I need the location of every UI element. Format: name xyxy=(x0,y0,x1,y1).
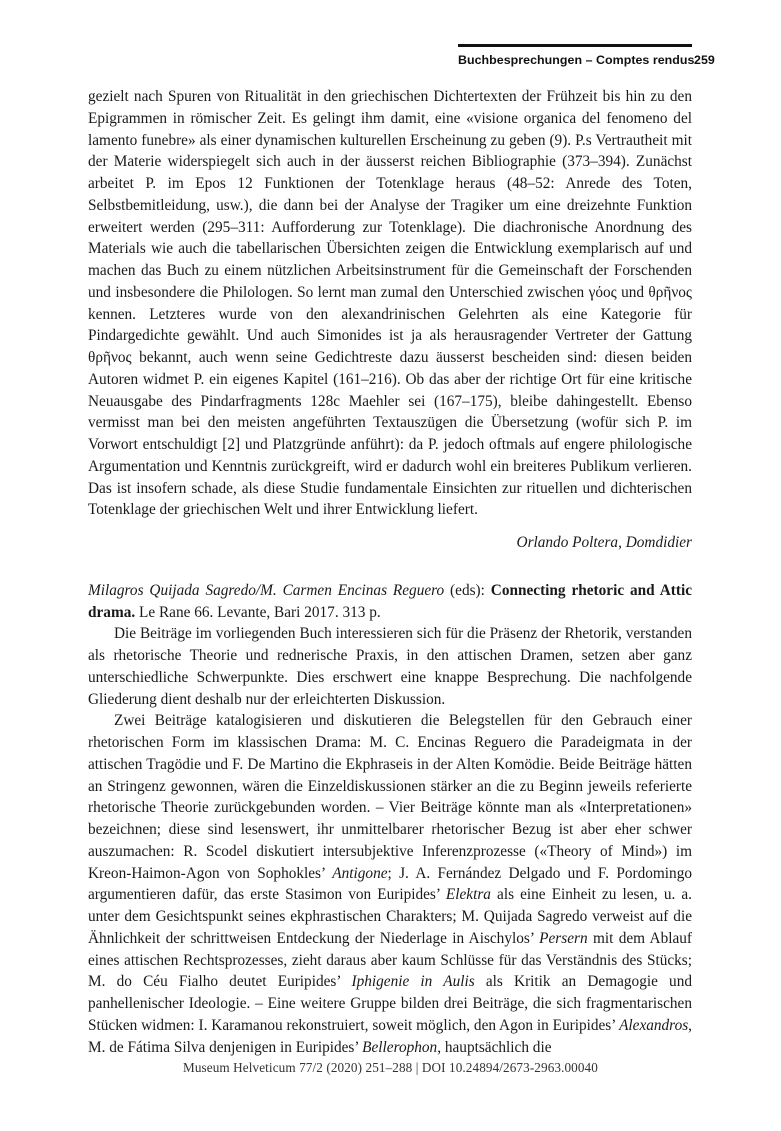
work-title: Bellerophon xyxy=(362,1038,438,1056)
review-editors-note: (eds): xyxy=(444,581,491,599)
work-title: Elektra xyxy=(445,886,491,904)
review-title: Connecting rhetoric and Attic drama. xyxy=(88,581,692,621)
review-block-quijada xyxy=(88,580,692,1059)
review-authors: Milagros Quijada Sagredo/M. Carmen Encinas Reguero xyxy=(88,581,445,599)
page-number: 259 xyxy=(694,53,715,67)
page-footer: Museum Helveticum 77/2 (2020) 251–288 | DOI 10.24894/2673-2963.00040 xyxy=(183,1060,598,1075)
paragraph: Die Beiträge im vorliegenden Buch interessieren sich für die Präsenz der Rhetorik, verstanden als rhetorische Theorie und rednerische Praxis, in den attischen Dramen, setzen aber ganz unterschiedliche Schwerpunkte. Dies erschwert eine knappe Besprechung. Die nachfolgende Gliederung dient deshalb nur der erleichterten Diskussion. xyxy=(88,625,692,708)
paragraph: gezielt nach Spuren von Ritualität in den griechischen Dichtertexten der Frühzeit bis hin zu den Epigrammen in römischer Zeit. Es gelingt ihm damit, eine «visione organica del fenomeno del lamento funebre» als einer dynamischen kulturellen Erscheinung zu geben (9). P.s Vertrautheit mit der Materie widerspiegelt sich auch in der äusserst reichen Bibliographie (373–394). Zunächst arbeitet P. im Epos 12 Funktionen der Totenklage heraus (48–52: Anrede des Toten, Selbstbemitleidung, usw.), die dann bei der Analyse der Tragiker um eine dreizehnte Funktion erweitert werden (295–311: Aufforderung zur Totenklage). Die diachronische Anordnung des Materials wie auch die tabellarischen Übersichten zeigen die Entwicklung exemplarisch auf und machen das Buch zu einem nützlichen Arbeitsinstrument für die Gemeinschaft der Forschenden und insbesondere die Philologen. So lernt man zumal den Unterschied zwischen γόος und θρῆνος kennen. Letzteres wurde von den alexandrinischen Gelehrten als eine Kategorie für Pindargedichte gewählt. Und auch Simonides ist ja als herausragender Vertreter der Gattung θρῆνος bekannt, auch wenn seine Gedichtreste dazu äusserst bescheiden sind: diesen beiden Autoren widmet P. ein eigenes Kapitel (161–216). Ob das aber der richtige Ort für eine kritische Neuausgabe des Pindarfragments 128c Maehler sei (167–175), bleibe dahingestellt. Ebenso vermisst man bei den meisten angeführten Textauszügen die Übersetzung (wofür sich P. im Vorwort entschuldigt [2] und Platzgründe anführt): da P. jedoch oftmals auf engere philologische Argumentation und Kenntnis zurückgreift, wird er dadurch wohl ein breiteres Publikum verlieren. Das ist insofern schade, als diese Studie fundamentale Einsichten zur rituellen und dichterischen Totenklage der griechischen Welt und ihrer Entwicklung liefert. xyxy=(88,88,692,519)
work-title: Persern xyxy=(539,929,588,947)
text-column xyxy=(88,86,692,1058)
review-block-poltera xyxy=(88,86,692,554)
work-title: Alexandros xyxy=(619,1016,689,1034)
running-head-title: Buchbesprechungen – Comptes rendus xyxy=(458,53,695,67)
running-head-line xyxy=(458,53,715,67)
running-head-rule xyxy=(458,44,692,47)
review-headline xyxy=(88,580,692,624)
review-separator xyxy=(88,554,692,580)
review-imprint: Le Rane 66. Levante, Bari 2017. 313 p. xyxy=(135,603,381,621)
work-title: Antigone xyxy=(332,864,388,882)
reviewer-signature: Orlando Poltera, Domdidier xyxy=(516,534,692,551)
work-title: Iphigenie in Aulis xyxy=(351,973,475,991)
running-head xyxy=(458,44,715,67)
paragraph: Zwei Beiträge katalogisieren und diskutieren die Belegstellen für den Gebrauch einer rhetorischen Form im klassischen Drama: M. C. Encinas Reguero die Paradeigmata in der attischen Tragödie und F. De Martino die Ekphraseis in der Alten Komödie. Beide Beiträge hätten an Stringenz gewonnen, wären die Einzeldiskussionen stärker an die zu Beginn jeweils referierte rhetorische Theorie zurückgebunden worden. – Vier Beiträge könnte man als «Interpretationen» bezeichnen; diese sind lesenswert, ihr unmittelbarer rhetorischer Bezug ist aber eher schwer auszumachen: R. Scodel diskutiert intersubjektive Inferenzprozesse («Theory of Mind») im Kreon-Haimon-Agon von Sophokles’ Antigone; J. A. Fernández Delgado und F. Pordomingo argumentieren dafür, das erste Stasimon von Euripides’ Elektra als eine Einheit zu lesen, u. a. unter dem Gesichtspunkt seines ekphrastischen Charakters; M. Quijada Sagredo verweist auf die Ähnlichkeit der schrittweisen Entdeckung der Niederlage in Aischylos’ Persern mit dem Ablauf eines attischen Rechtsprozesses, zieht daraus aber kaum Schlüsse für das Verständnis des Stücks; M. do Céu Fialho deutet Euripides’ Iphigenie in Aulis als Kritik an Demagogie und panhellenischer Ideologie. – Eine weitere Gruppe bilden drei Beiträge, die sich fragmentarischen Stücken widmen: I. Karamanou rekonstruiert, soweit möglich, den Agon in Euripides’ Alexandros, M. de Fátima Silva denjenigen in Euripides’ Bellerophon, hauptsächlich die xyxy=(88,712,693,1056)
